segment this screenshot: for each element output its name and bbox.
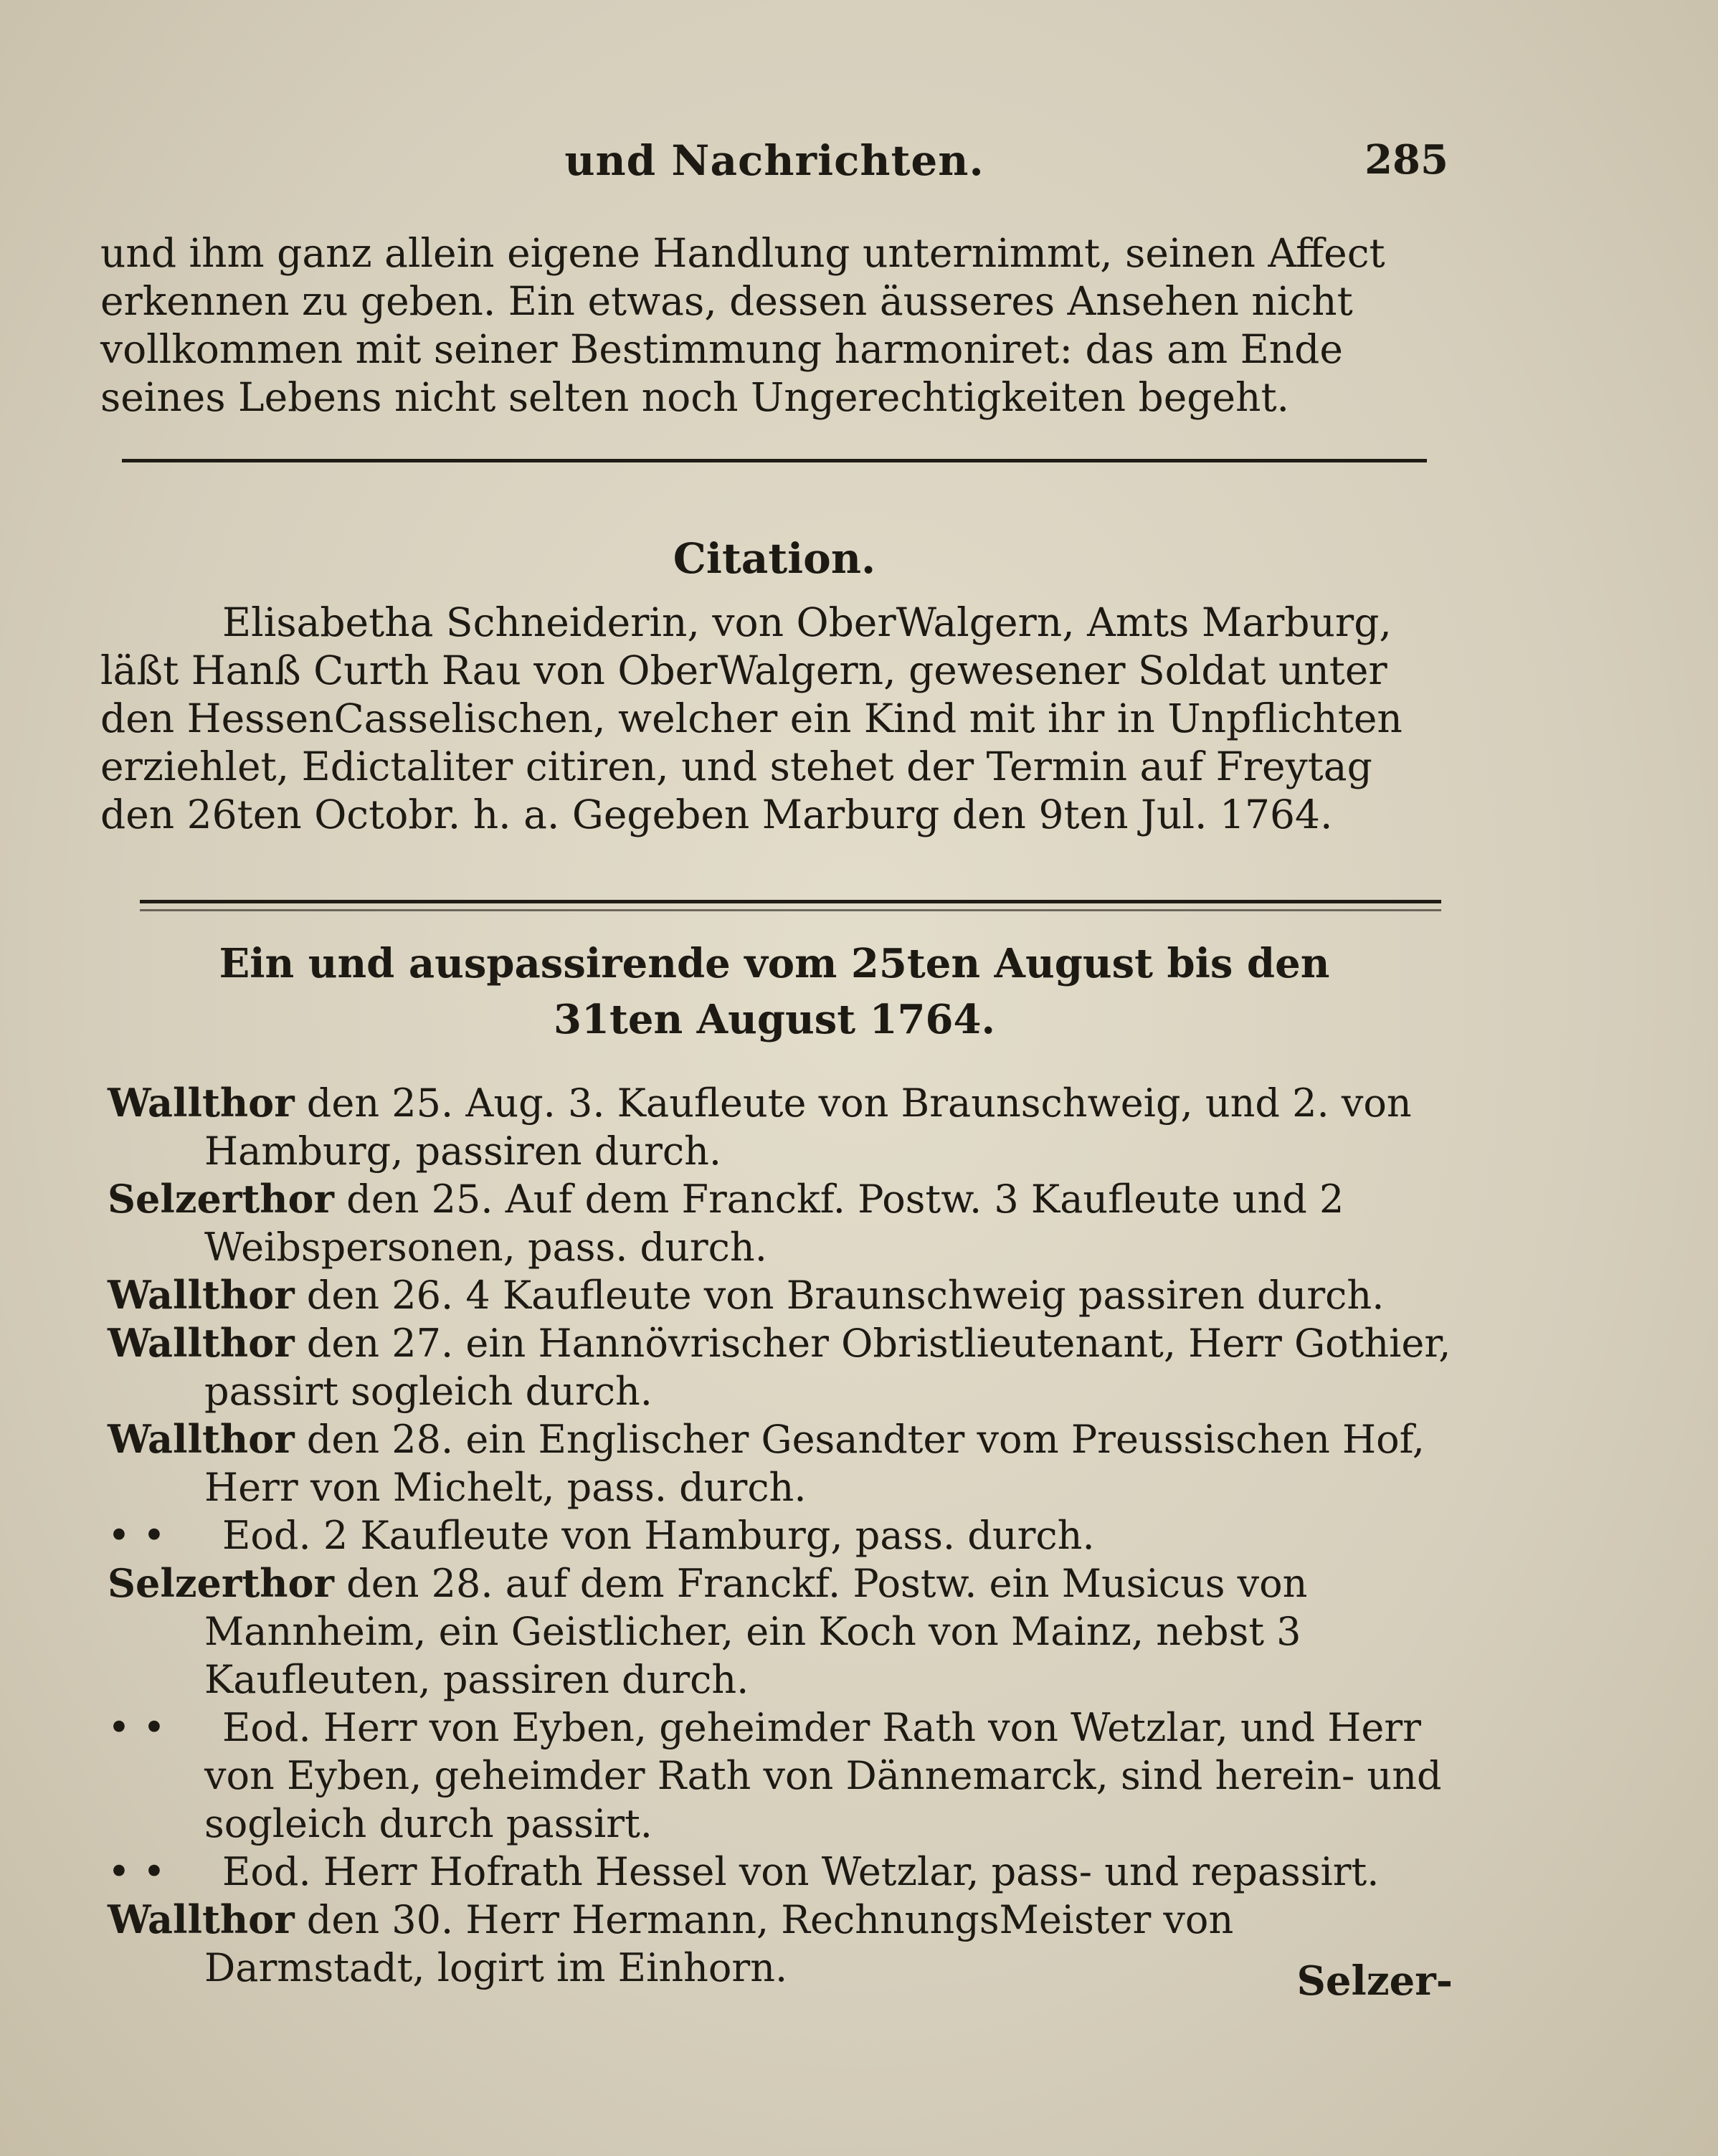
list-item: [108, 1848, 1456, 1896]
gate-name: Wallthor: [108, 1896, 295, 1942]
continuation-paragraph: und ihm ganz allein eigene Handlung unternimmt, seinen Affect erkennen zu geben. Ein etwas, dessen äusseres Ansehen nicht vollkommen mit seiner Bestimmung harmoniret: das am Ende seines Lebens nicht selten noch Ungerechtigkeiten begeht.: [100, 230, 1385, 420]
ditto-mark: • •: [108, 1513, 166, 1558]
entry-text: den 28. ein Englischer Gesandter vom Preussischen Hof, Herr von Michelt, pass. durch.: [204, 1417, 1425, 1510]
gate-name: Selzerthor: [108, 1176, 335, 1222]
travelers-heading-line1: Ein und auspassirende vom 25ten August bis den: [219, 940, 1330, 987]
ditto-mark: • •: [108, 1849, 166, 1894]
gate-name: Selzerthor: [108, 1560, 335, 1606]
catchword: Selzer-: [1296, 1957, 1453, 2005]
list-item: [108, 1896, 1456, 1992]
entry-text: den 25. Aug. 3. Kaufleute von Braunschweig, und 2. von Hamburg, passiren durch.: [204, 1081, 1412, 1174]
entry-text: Eod. Herr von Eyben, geheimder Rath von Wetzlar, und Herr von Eyben, geheimder Rath von Dännemarck, sind herein- und sogleich durch passirt.: [204, 1705, 1442, 1846]
ditto-mark: • •: [108, 1705, 166, 1750]
list-item: [108, 1079, 1456, 1175]
travelers-heading-line2: 31ten August 1764.: [554, 996, 995, 1043]
list-item: [108, 1271, 1456, 1319]
entry-text: Eod. Herr Hofrath Hessel von Wetzlar, pass- und repassirt.: [222, 1849, 1380, 1894]
entry-text: Eod. 2 Kaufleute von Hamburg, pass. durch.: [222, 1513, 1095, 1558]
gate-name: Wallthor: [108, 1272, 295, 1318]
gate-name: Wallthor: [108, 1320, 295, 1366]
entry-text: den 28. auf dem Franckf. Postw. ein Musicus von Mannheim, ein Geistlicher, ein Koch von Mainz, nebst 3 Kaufleuten, passiren durch.: [204, 1561, 1308, 1702]
travelers-list: [108, 1079, 1456, 1992]
section-divider-secondary: [140, 909, 1441, 911]
gate-name: Wallthor: [108, 1080, 295, 1126]
list-item: [108, 1511, 1456, 1559]
entry-text: den 30. Herr Hermann, RechnungsMeister von Darmstadt, logirt im Einhorn.: [204, 1897, 1234, 1990]
page-number: 285: [1365, 136, 1448, 184]
section-divider: [122, 459, 1427, 462]
entry-text: den 25. Auf dem Franckf. Postw. 3 Kaufleute und 2 Weibspersonen, pass. durch.: [204, 1177, 1344, 1270]
page-header: [100, 136, 1448, 201]
list-item: [108, 1319, 1456, 1415]
list-item: [108, 1559, 1456, 1704]
entry-text: den 27. ein Hannövrischer Obristlieutenant, Herr Gothier, passirt sogleich durch.: [204, 1321, 1451, 1414]
entry-text: den 26. 4 Kaufleute von Braunschweig passiren durch.: [294, 1273, 1385, 1318]
running-title: und Nachrichten.: [564, 136, 984, 185]
list-item: [108, 1175, 1456, 1271]
list-item: [108, 1415, 1456, 1511]
list-item: [108, 1704, 1456, 1848]
gate-name: Wallthor: [108, 1416, 295, 1462]
citation-paragraph: Elisabetha Schneiderin, von OberWalgern, Amts Marburg, läßt Hanß Curth Rau von OberWalgern, gewesener Soldat unter den HessenCasselischen, welcher ein Kind mit ihr in Unpflichten erziehlet, Edictaliter citiren, und stehet der Termin auf Freytag den 26ten Octobr. h. a. Gegeben Marburg den 9ten Jul. 1764.: [100, 599, 1403, 837]
section-divider: [140, 900, 1441, 903]
citation-title: Citation.: [673, 534, 876, 583]
travelers-heading: [100, 936, 1448, 1048]
